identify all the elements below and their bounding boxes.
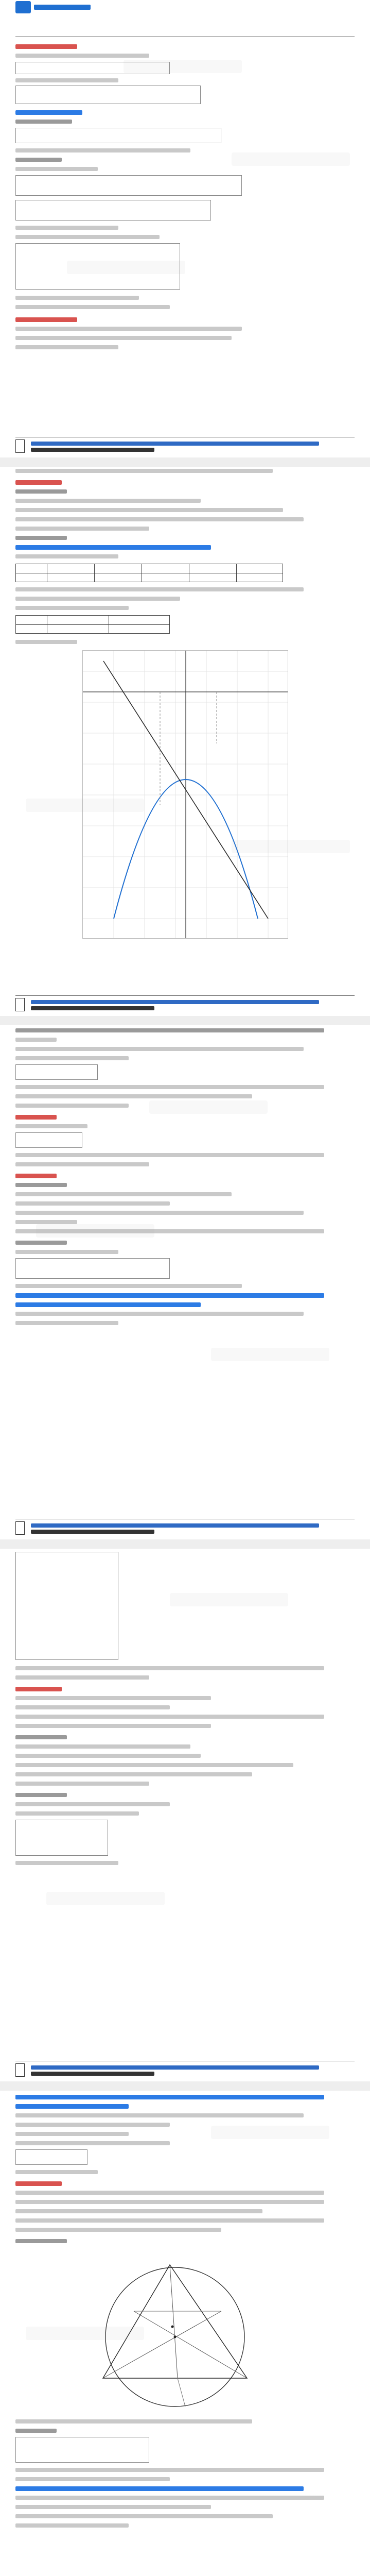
- text-line: [15, 1772, 252, 1776]
- text-line: [15, 1153, 324, 1157]
- formula-block: [15, 1820, 108, 1856]
- text-line: [15, 1038, 57, 1042]
- text-line: [15, 1162, 149, 1166]
- text-line: [15, 1056, 129, 1060]
- page-gap: [0, 1016, 370, 1025]
- text-line: [15, 1754, 201, 1758]
- footer-subjects: [31, 1530, 154, 1534]
- page-gap: [0, 457, 370, 467]
- section-heading: [15, 2095, 324, 2099]
- text-line: [15, 554, 118, 558]
- text-line: [15, 2228, 221, 2232]
- text-line: [15, 2239, 67, 2243]
- section-heading: [15, 1115, 57, 1120]
- text-line: [15, 1763, 293, 1767]
- text-line: [15, 1724, 211, 1728]
- logo-wordmark: [34, 5, 91, 10]
- text-line: [15, 235, 160, 239]
- text-line: [15, 1696, 211, 1700]
- page-footer: [15, 2061, 355, 2078]
- text-line: [15, 148, 190, 152]
- text-line: [15, 2141, 170, 2145]
- text-line: [15, 2113, 304, 2117]
- watermark: [232, 840, 350, 853]
- site-logo[interactable]: [15, 1, 93, 13]
- text-line: [15, 1284, 242, 1288]
- text-line: [15, 2523, 129, 2528]
- watermark: [211, 1348, 329, 1361]
- text-line: [15, 305, 170, 309]
- text-line: [15, 2477, 170, 2481]
- text-line: [15, 1793, 67, 1797]
- text-line: [15, 1861, 118, 1865]
- text-line: [15, 1321, 118, 1325]
- watermark: [46, 1892, 165, 1905]
- formula-block: [15, 1132, 82, 1148]
- text-line: [15, 597, 180, 601]
- text-line: [15, 1735, 67, 1739]
- text-line: [15, 78, 118, 82]
- footer-subjects: [31, 448, 154, 452]
- page-gap: [0, 2081, 370, 2091]
- watermark: [26, 799, 144, 812]
- text-line: [15, 1705, 170, 1709]
- header-rule: [15, 36, 355, 37]
- watermark: [36, 1224, 154, 1238]
- text-line: [15, 1104, 129, 1108]
- text-line: [15, 527, 149, 531]
- watermark: [67, 261, 185, 274]
- text-line: [15, 2505, 211, 2509]
- logo-mark-icon: [15, 1, 31, 13]
- text-line: [15, 536, 67, 540]
- graph-figure-drawing: [83, 651, 288, 938]
- watermark: [149, 1100, 268, 1114]
- section-heading: [15, 110, 82, 115]
- text-line: [15, 2170, 98, 2174]
- text-line: [15, 1802, 170, 1806]
- text-line: [15, 2132, 129, 2136]
- page-number-box: [15, 1521, 25, 1535]
- section-heading: [15, 1302, 201, 1307]
- text-line: [15, 489, 67, 494]
- page-number-box: [15, 2063, 25, 2077]
- text-line: [15, 1715, 324, 1719]
- text-line: [15, 1250, 118, 1254]
- footer-note[interactable]: [31, 442, 319, 446]
- text-line: [15, 2419, 252, 2424]
- text-line: [15, 296, 139, 300]
- text-line: [15, 1220, 77, 1224]
- page-5-body: [15, 2095, 355, 2576]
- formula-block: [15, 1258, 170, 1279]
- text-line: [15, 1241, 67, 1245]
- watermark: [232, 152, 350, 166]
- text-line: [15, 469, 273, 473]
- formula-block: [15, 200, 211, 221]
- text-line: [15, 1124, 87, 1128]
- text-line: [15, 1085, 324, 1089]
- text-line: [15, 120, 72, 124]
- formula-block: [15, 1064, 98, 1080]
- text-line: [15, 606, 129, 610]
- text-line: [15, 226, 118, 230]
- text-line: [15, 1811, 139, 1816]
- text-line: [15, 1028, 324, 1032]
- text-line: [15, 2191, 324, 2195]
- text-line: [15, 587, 304, 591]
- footer-subjects: [31, 2072, 154, 2076]
- page-footer: [15, 437, 355, 454]
- section-heading: [15, 480, 62, 485]
- text-line: [15, 1666, 324, 1670]
- page-4-body: [15, 1552, 355, 2067]
- text-line: [15, 167, 98, 171]
- watermark: [170, 1593, 288, 1606]
- section-heading: [15, 1293, 324, 1298]
- text-line: [15, 1744, 190, 1749]
- footer-note[interactable]: [31, 1000, 319, 1004]
- text-line: [15, 1183, 67, 1187]
- value-table: [15, 615, 170, 634]
- formula-block: [15, 2437, 149, 2463]
- watermark: [124, 60, 242, 73]
- text-line: [15, 158, 62, 162]
- page-gap: [0, 1539, 370, 1549]
- formula-block: [15, 86, 201, 104]
- page-number-box: [15, 998, 25, 1011]
- footer-subjects: [31, 1006, 154, 1010]
- section-heading: [15, 1687, 62, 1691]
- text-line: [15, 54, 149, 58]
- text-line: [15, 2514, 273, 2518]
- section-heading: [15, 545, 211, 550]
- value-table: [15, 564, 283, 582]
- page-1-body: [15, 44, 355, 426]
- text-line: [15, 345, 118, 349]
- exam-subtitle: [15, 25, 355, 31]
- page-number-box: [15, 439, 25, 453]
- graph-figure: [82, 650, 288, 939]
- text-line: [15, 2429, 57, 2433]
- exam-title: [15, 15, 355, 22]
- footer-note[interactable]: [31, 1523, 319, 1528]
- section-heading: [15, 2104, 129, 2109]
- text-line: [15, 1094, 252, 1098]
- text-line: [15, 1192, 232, 1196]
- formula-block: [15, 1552, 118, 1660]
- section-heading: [15, 2181, 62, 2186]
- page-2-body: [15, 469, 355, 989]
- text-line: [15, 640, 77, 644]
- text-line: [15, 1211, 304, 1215]
- text-line: [15, 517, 304, 521]
- text-line: [15, 2209, 262, 2213]
- watermark: [211, 2126, 329, 2139]
- text-line: [15, 2218, 324, 2223]
- text-line: [15, 327, 242, 331]
- section-heading: [15, 317, 77, 322]
- page-3-body: [15, 1028, 355, 1513]
- text-line: [15, 499, 201, 503]
- formula-block: [15, 175, 242, 196]
- text-line: [15, 2123, 170, 2127]
- text-line: [15, 336, 232, 340]
- text-line: [15, 1782, 149, 1786]
- section-heading: [15, 1174, 57, 1178]
- text-line: [15, 1312, 304, 1316]
- document-header: [15, 0, 355, 41]
- text-line: [15, 1047, 304, 1051]
- page-footer: [15, 1519, 355, 1536]
- text-line: [15, 1201, 170, 1206]
- text-line: [15, 1675, 149, 1680]
- watermark: [26, 2327, 144, 2340]
- formula-block: [15, 2149, 87, 2165]
- formula-block: [15, 128, 221, 143]
- section-heading: [15, 2486, 304, 2491]
- page-footer: [15, 995, 355, 1013]
- text-line: [15, 2496, 324, 2500]
- text-line: [15, 508, 283, 512]
- text-line: [15, 2468, 324, 2472]
- footer-note[interactable]: [31, 2065, 319, 2070]
- section-heading: [15, 44, 77, 49]
- text-line: [15, 2200, 324, 2204]
